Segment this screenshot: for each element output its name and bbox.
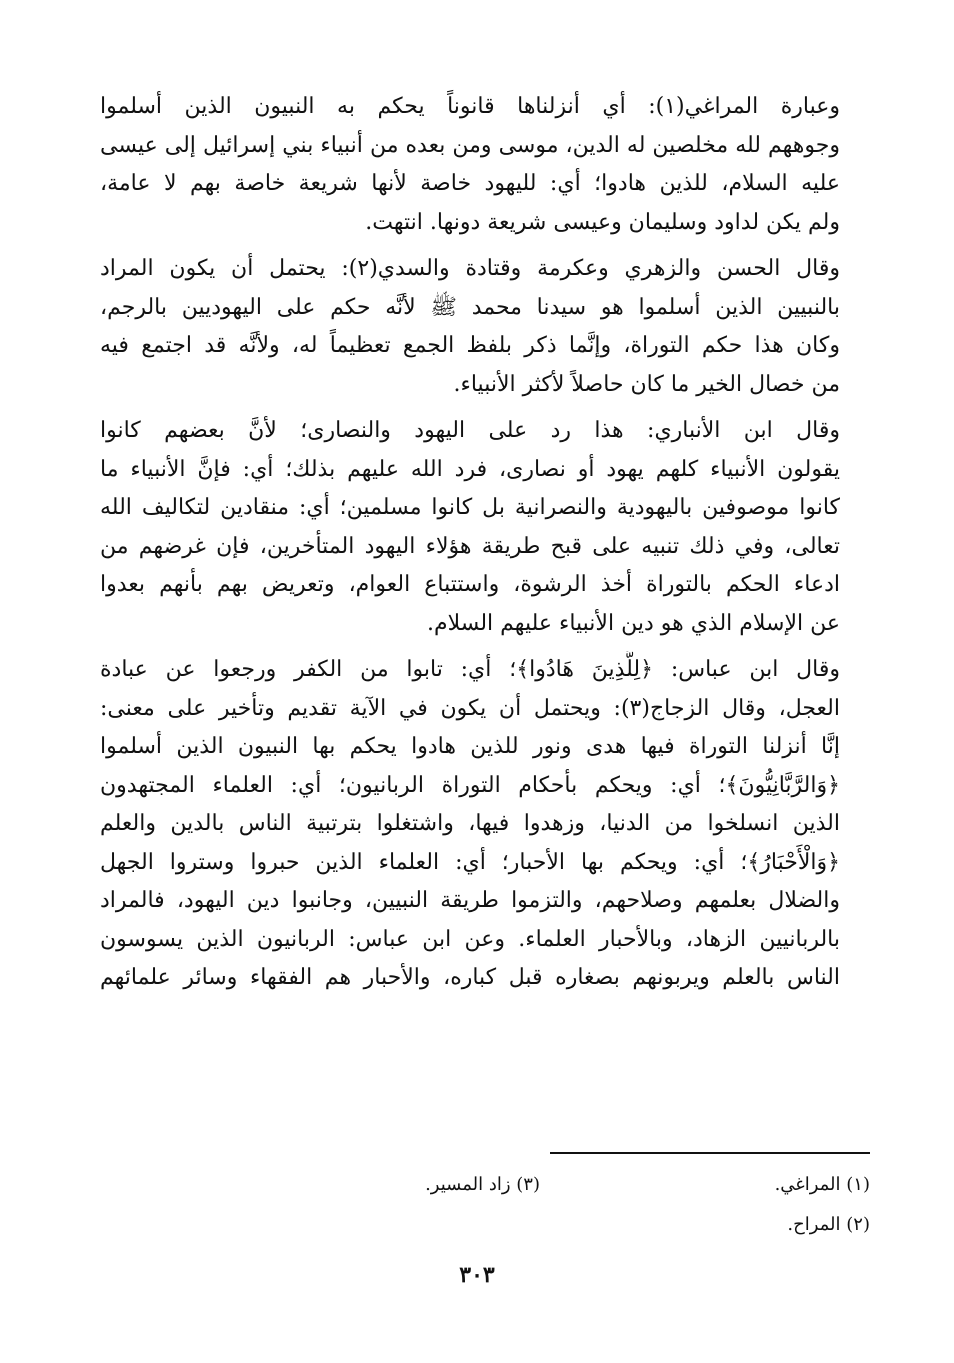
text-line: الذين انسلخوا من الدنيا، وزهدوا فيها، واشتغلوا بترتبية الناس بالدين والعلم <box>100 811 840 836</box>
paragraph-anbari <box>100 412 870 643</box>
text-line: عن الإسلام الذي هو دين الأنبياء عليهم السلام. <box>426 610 840 636</box>
main-text <box>100 88 870 1006</box>
text-line: يقولون الأنبياء كلهم يهود أو نصارى، فرد الله عليهم بذلك؛ أي: فإنَّ الأنبياء ما <box>100 456 840 482</box>
paragraph-maraghi <box>100 88 870 242</box>
text-line: وقال الحسن والزهري وعكرمة وقتادة والسدي(٢): يحتمل أن يكون المراد <box>100 256 840 281</box>
text-line: ولم يكن لداود وسليمان وعيسى شريعة دونها. انتهت. <box>365 209 840 235</box>
footnote-row <box>100 1165 870 1205</box>
paragraph-ibn-abbas <box>100 651 870 998</box>
footnote-divider <box>550 1152 870 1154</box>
text-line: كانوا موصوفين باليهودية والنصرانية بل كانوا مسلمين؛ أي: منقادين لتكاليف الله <box>100 495 840 520</box>
text-line: ﴿وَالرَّبَّانِيُّونَ﴾؛ أي: ويحكم بأحكام التوراة الربانيون؛ أي: العلماء المجتهدون <box>100 772 840 798</box>
text-line: الناس بالعلم ويربونهم بصغاره قبل كباره، والأحبار هم الفقهاء وسائر علمائهم <box>100 965 840 990</box>
text-line: ﴿وَالْأَحْبَارُ﴾؛ أي: ويحكم بها الأحبار؛ أي: العلماء الذين حبروا وستروا الجهل <box>100 849 840 875</box>
text-line: عليه السلام، للذين هادوا؛ أي: لليهود خاصة لأنها شريعة خاصة بهم لا عامة، <box>100 171 840 196</box>
text-line: العجل، وقال الزجاج(٣): ويحتمل أن يكون في الآية تقديم وتأخير على معنى: <box>100 695 840 721</box>
text-line: وقال ابن الأنباري: هذا رد على اليهود والنصارى؛ لأنَّ بعضهم كانوا <box>100 418 840 443</box>
footnote-1: (١) المراغي. <box>774 1174 870 1195</box>
text-line: وقال ابن عباس: ﴿لِلَّذِينَ هَادُوا﴾؛ أي: تابوا من الكفر ورجعوا عن عبادة <box>100 657 840 682</box>
footnotes <box>100 1165 870 1245</box>
text-line: بالنبيين الذين أسلموا هو سيدنا محمد ﷺ لأنَّه حكم على اليهوديين بالرجم، <box>100 294 840 320</box>
page-number: ٣٠٣ <box>459 1262 495 1288</box>
text-line: وجوههم لله مخلصين له الدين، موسى ومن بعده من أنبياء بني إسرائيل إلى عيسى <box>100 132 840 158</box>
text-line: إنَّا أنزلنا التوراة فيها هدى ونور للذين هادوا يحكم بها النبيون الذين أسلموا <box>100 734 840 759</box>
text-line: ادعاء الحكم بالتوراة أخذ الرشوة، واستتباع العوام، وتعريض بهم بأنهم بعدوا <box>100 572 840 597</box>
text-line: وعبارة المراغي(١): أي أنزلناها قانوناً يحكم به النبيون الذين أسلموا <box>100 94 840 119</box>
footnote-row <box>100 1205 870 1245</box>
paragraph-hasan <box>100 250 870 404</box>
text-line: من خصال الخير ما كان حاصلاً لأكثر الأنبياء. <box>453 371 840 397</box>
text-line: تعالى، وفي ذلك تنبيه على قبح طريقة هؤلاء اليهود المتأخرين، فإن غرضهم من <box>100 533 840 559</box>
footnote-2: (٢) المراح. <box>787 1214 870 1235</box>
footnote-3: (٣) زاد المسير. <box>425 1174 540 1195</box>
text-line: والضلال بعلمهم وصلاحهم، والتزموا طريقة النبيين، وجانبوا دين اليهود، فالمراد <box>100 888 840 913</box>
text-line: وكان هذا حكم التوراة، وإنَّما ذكر بلفظ الجمع تعظيماً له، ولأنَّه قد اجتمع فيه <box>100 333 840 358</box>
text-line: بالربانيين الزهاد، وبالأحبار العلماء. وعن ابن عباس: الربانيون الذين يسوسون <box>100 926 840 952</box>
